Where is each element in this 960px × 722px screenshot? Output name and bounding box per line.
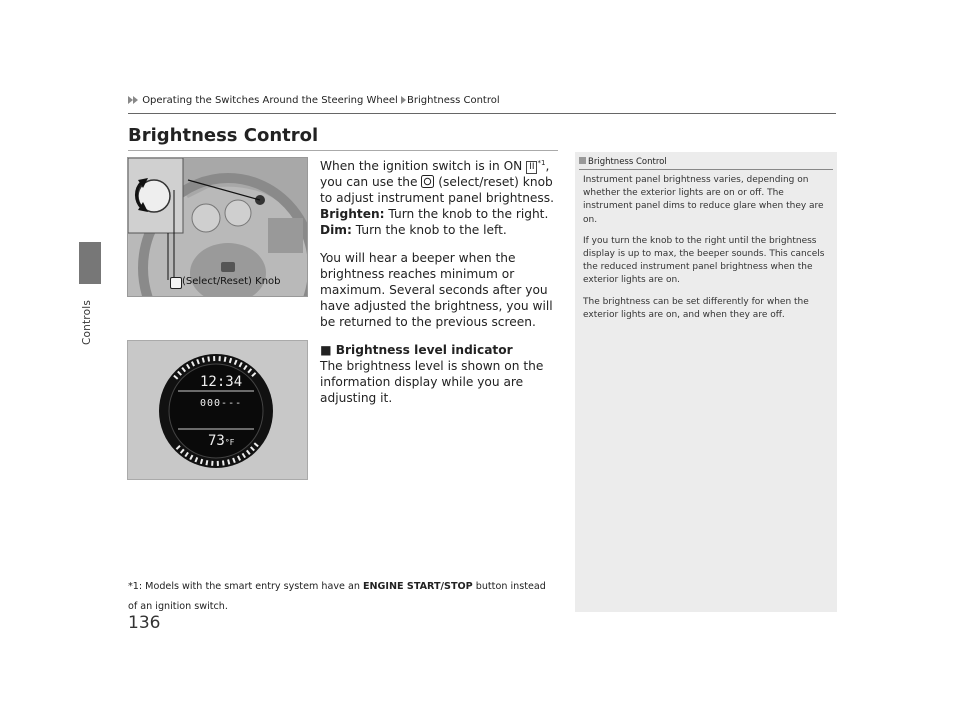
temperature-readout (208, 433, 235, 449)
ignition-key-box: II (526, 161, 537, 174)
header-rule (128, 113, 836, 114)
temperature-value: 73 (208, 433, 225, 449)
breadcrumb-part-1[interactable]: Operating the Switches Around the Steering Wheel (142, 95, 398, 106)
brightness-indicator-figure (127, 340, 308, 480)
brighten-line (320, 206, 560, 222)
knob-label: (Select/Reset) Knob (182, 276, 281, 287)
trip-readout: 000--- (200, 398, 243, 409)
indicator-paragraph: The brightness level is shown on the information display while you are adjusting it. (320, 359, 544, 405)
footnote (128, 577, 558, 617)
intro-text-b: , you can use the (320, 159, 550, 189)
dim-label: Dim: (320, 223, 352, 237)
body-text (320, 155, 560, 406)
footnote-text-c: button instead of an ignition switch. (128, 581, 546, 612)
brighten-label: Brighten: (320, 207, 385, 221)
brightness-tick (230, 358, 231, 363)
breadcrumb-arrow-icon (133, 96, 138, 104)
brighten-text: Turn the knob to the right. (384, 207, 549, 221)
sidebar-body (583, 174, 831, 330)
brightness-tick (208, 357, 209, 362)
page-number: 136 (128, 613, 161, 633)
footnote-button-name: ENGINE START/STOP (362, 581, 473, 592)
sidebar-paragraph: The brightness can be set differently for when the exterior lights are on, and when they are off. (583, 296, 809, 320)
subsection-heading: ■ Brightness level indicator (320, 343, 513, 357)
page-title: Brightness Control (128, 125, 319, 146)
beeper-paragraph: You will hear a beeper when the brightness reaches minimum or maximum. Several seconds after you have adjusted the brightness, you will be returned to the previous screen. (320, 251, 553, 329)
sidebar-paragraph: Instrument panel brightness varies, depending on whether the exterior lights are on or off. The instrument panel dims to reduce glare when they are on. (583, 175, 824, 225)
note-icon (579, 157, 586, 164)
temperature-unit: °F (224, 438, 235, 447)
brightness-tick (228, 460, 229, 465)
dim-text: Turn the knob to the left. (351, 223, 507, 237)
brightness-tick (225, 357, 226, 362)
breadcrumb-part-2[interactable]: Brightness Control (407, 95, 500, 106)
footnote-text-a: *1: Models with the smart entry system have an (128, 581, 363, 592)
side-tab (79, 242, 101, 284)
intro-text-c: (select/reset) knob to adjust instrument panel brightness. (320, 175, 555, 205)
breadcrumb-arrow-icon (401, 96, 406, 104)
clock-readout: 12:34 (200, 374, 243, 390)
select-reset-icon (170, 277, 182, 289)
sidebar-heading[interactable] (579, 157, 667, 167)
footnote-ref[interactable]: *1 (537, 159, 546, 167)
section-rule (128, 150, 558, 151)
dim-line (320, 222, 560, 238)
brightness-tick (203, 358, 204, 363)
brightness-tick (201, 459, 202, 464)
side-label: Controls (81, 300, 93, 346)
intro-paragraph (320, 155, 560, 206)
steering-wheel-figure (127, 157, 308, 297)
sidebar-heading-text: Brightness Control (588, 157, 667, 167)
display-illustration (128, 341, 308, 480)
sidebar-rule (579, 169, 833, 170)
intro-text-a: When the ignition switch is in ON (320, 159, 527, 173)
breadcrumb (128, 95, 500, 106)
brightness-tick (223, 461, 224, 466)
sidebar-paragraph: If you turn the knob to the right until the brightness display is up to max, the beeper sounds. This cancels the reduced instrument panel brightness when the exterior lights are on. (583, 235, 825, 286)
select-reset-icon (421, 175, 434, 188)
brightness-tick (206, 460, 207, 465)
